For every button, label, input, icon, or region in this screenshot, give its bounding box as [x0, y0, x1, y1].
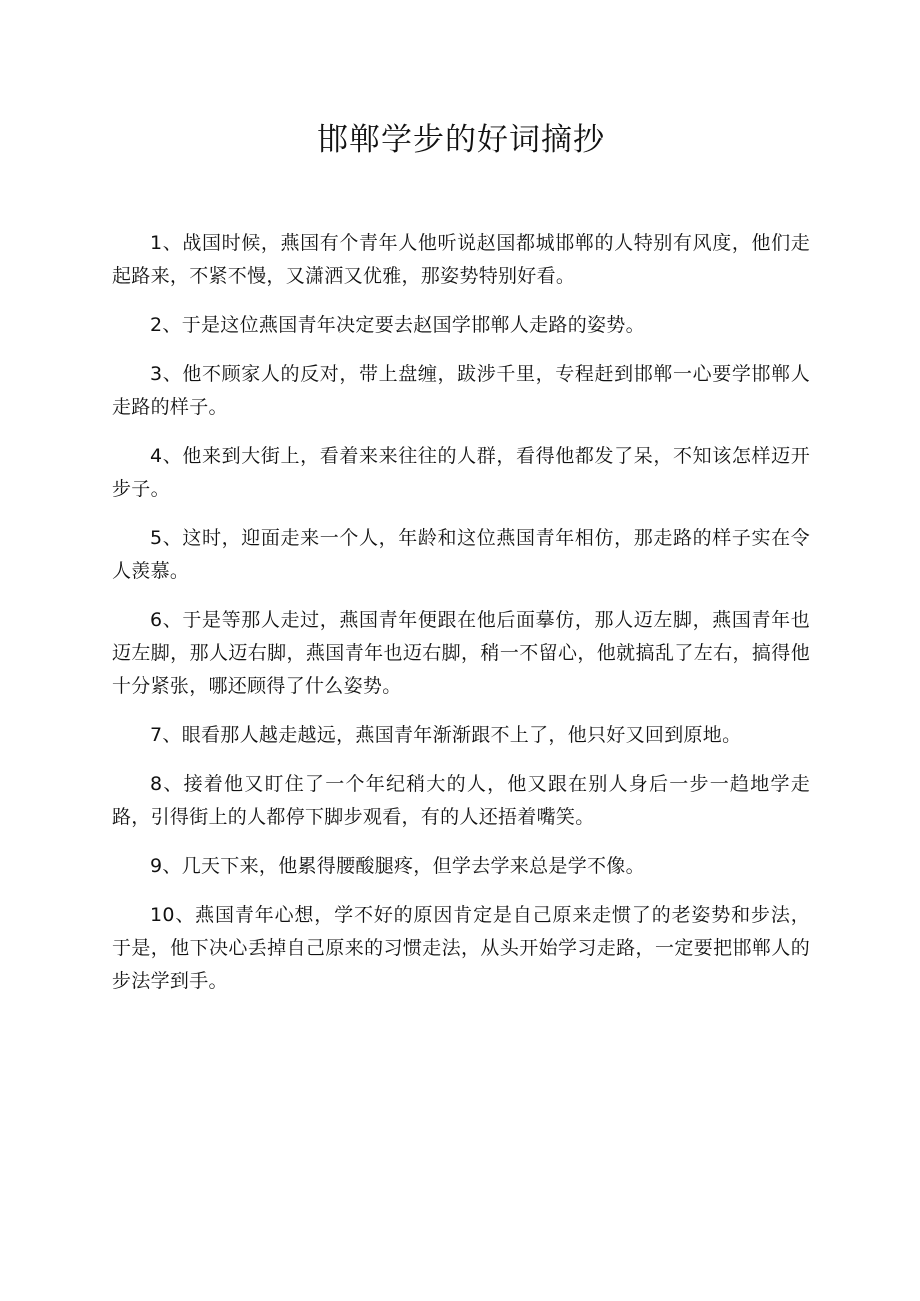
- paragraph-1: 1、战国时候，燕国有个青年人他听说赵国都城邯郸的人特别有风度，他们走起路来，不紧不慢，又潇洒又优雅，那姿势特别好看。: [112, 232, 810, 287]
- paragraph-4: 4、他来到大街上，看着来来往往的人群，看得他都发了呆，不知该怎样迈开步子。: [112, 445, 810, 500]
- paragraph-9: 9、几天下来，他累得腰酸腿疼，但学去学来总是学不像。: [150, 855, 645, 877]
- page-title: 邯郸学步的好词摘抄: [317, 122, 605, 158]
- paragraph-10: 10、燕国青年心想，学不好的原因肯定是自己原来走惯了的老姿势和步法，于是，他下决心丢掉自己原来的习惯走法，从头开始学习走路，一定要把邯郸人的步法学到手。: [112, 904, 810, 992]
- paragraph-3: 3、他不顾家人的反对，带上盘缠，跋涉千里，专程赶到邯郸一心要学邯郸人走路的样子。: [112, 363, 810, 418]
- paragraph-6: 6、于是等那人走过，燕国青年便跟在他后面摹仿，那人迈左脚，燕国青年也迈左脚，那人迈右脚，燕国青年也迈右脚，稍一不留心，他就搞乱了左右，搞得他十分紧张，哪还顾得了什么姿势。: [112, 609, 810, 697]
- paragraph-8: 8、接着他又盯住了一个年纪稍大的人，他又跟在别人身后一步一趋地学走路，引得街上的人都停下脚步观看，有的人还捂着嘴笑。: [112, 773, 810, 828]
- paragraph-2: 2、于是这位燕国青年决定要去赵国学邯郸人走路的姿势。: [150, 314, 645, 336]
- paragraph-5: 5、这时，迎面走来一个人，年龄和这位燕国青年相仿，那走路的样子实在令人羡慕。: [112, 527, 810, 582]
- paragraph-7: 7、眼看那人越走越远，燕国青年渐渐跟不上了，他只好又回到原地。: [150, 724, 742, 746]
- document-body: [112, 227, 810, 998]
